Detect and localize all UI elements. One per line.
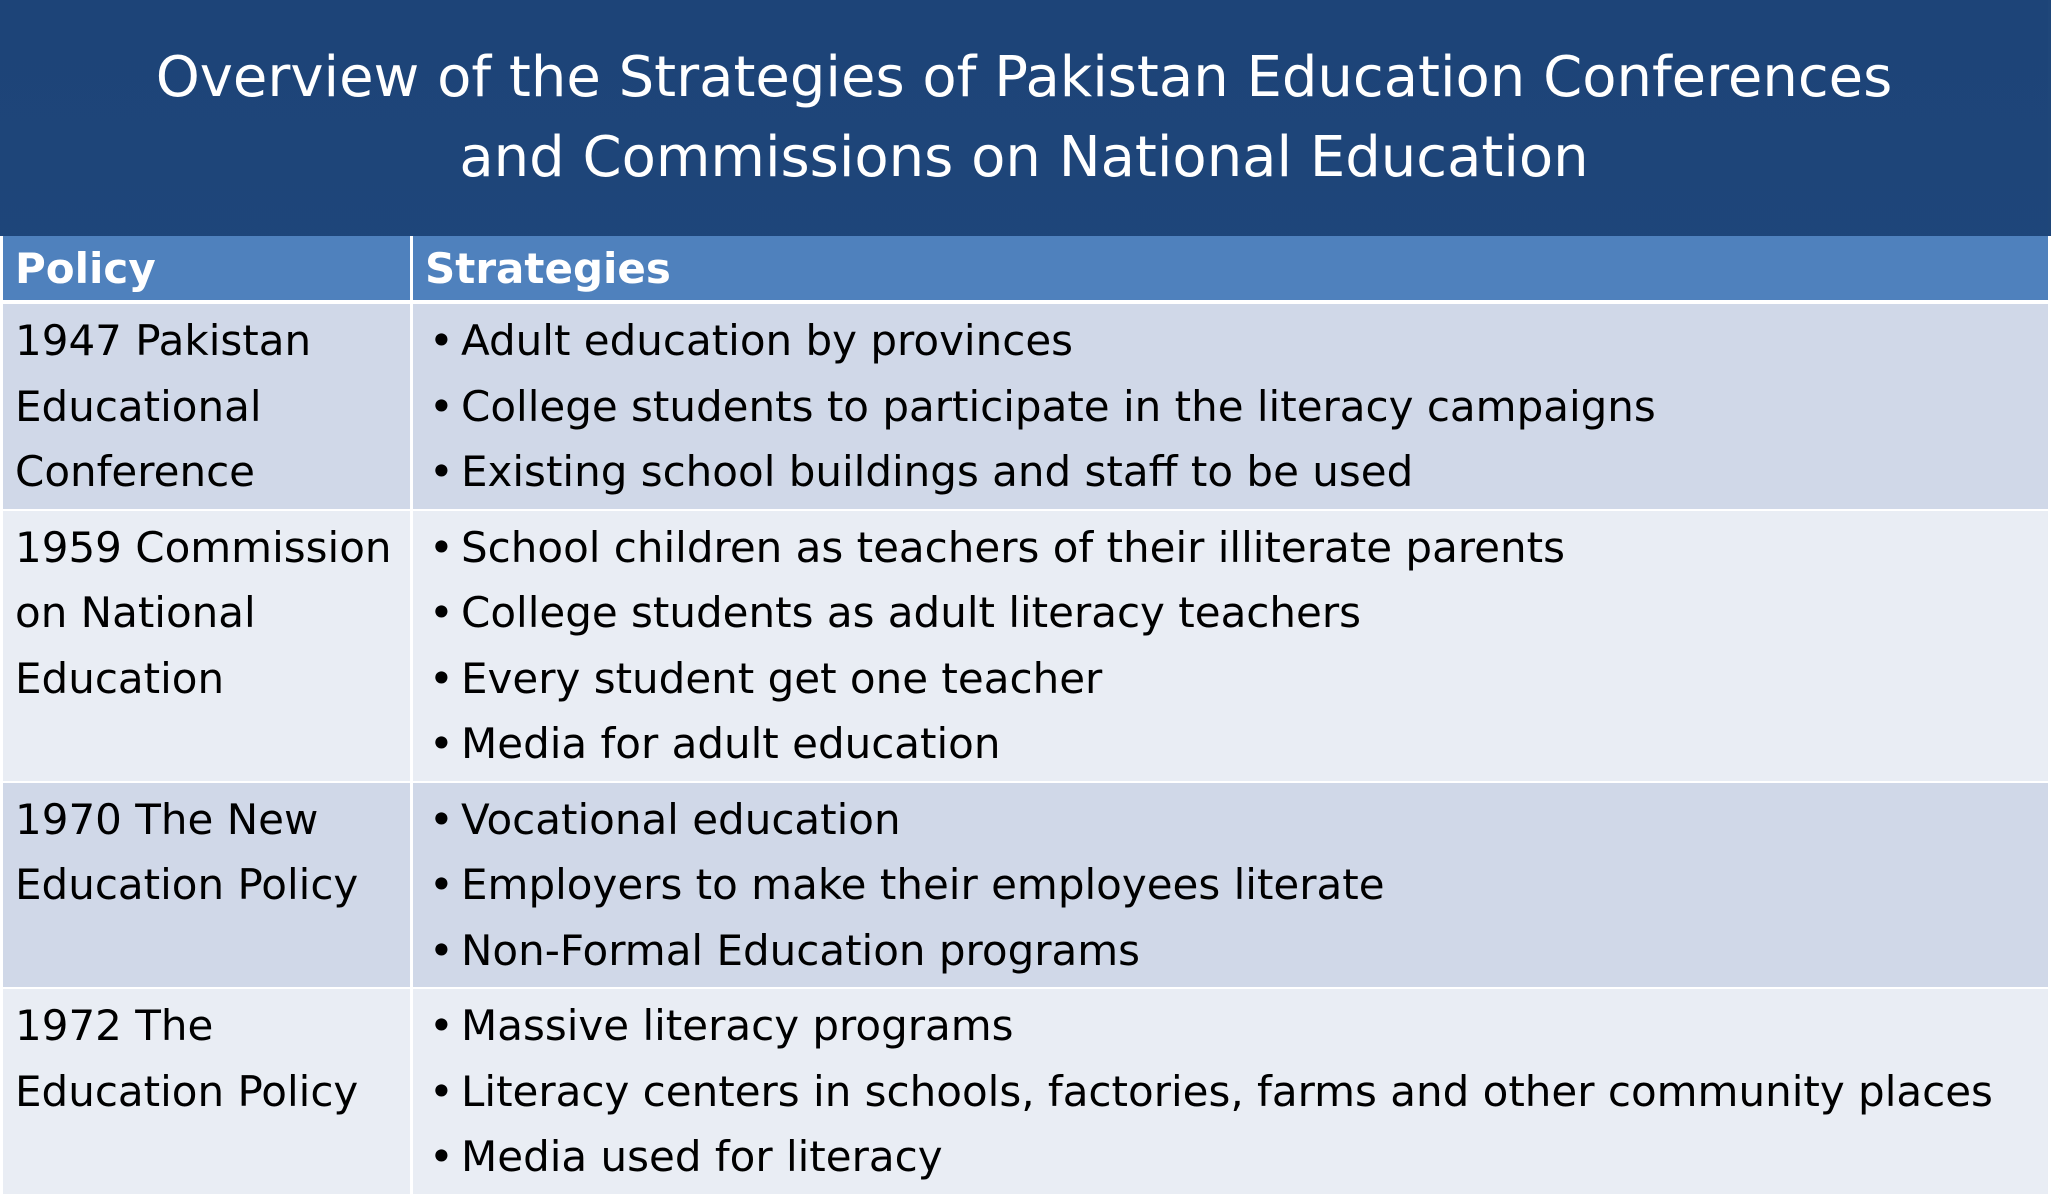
header-policy: Policy <box>2 236 412 302</box>
strategy-item: • Media used for literacy <box>425 1124 2048 1190</box>
policy-cell <box>2 510 412 782</box>
table-row <box>2 510 2050 782</box>
strategy-list <box>425 308 2048 505</box>
strategies-cell <box>412 302 2050 510</box>
strategies-cell <box>412 988 2050 1194</box>
policy-name: 1947 Pakistan Educational Conference <box>15 316 312 496</box>
strategies-cell <box>412 510 2050 782</box>
strategy-item: • College students as adult literacy teachers <box>425 580 2048 646</box>
strategy-item: • Existing school buildings and staff to be used <box>425 439 2048 505</box>
table-header-row <box>2 236 2050 302</box>
table-row <box>2 302 2050 510</box>
strategy-item: • Adult education by provinces <box>425 308 2048 374</box>
policy-cell <box>2 988 412 1194</box>
policy-name: 1970 The New Education Policy <box>15 794 359 909</box>
strategy-item: • College students to participate in the literacy campaigns <box>425 374 2048 440</box>
policy-cell <box>2 782 412 989</box>
policy-name: 1959 Commission on National Education <box>15 522 392 703</box>
slide-title-line-1: Overview of the Strategies of Pakistan Education Conferences <box>155 45 1893 110</box>
table-row <box>2 782 2050 989</box>
strategy-item: • Vocational education <box>425 787 2048 853</box>
strategy-item: • Non-Formal Education programs <box>425 918 2048 984</box>
strategy-list <box>425 993 2048 1190</box>
strategy-list <box>425 787 2048 984</box>
strategy-item: • Massive literacy programs <box>425 993 2048 1059</box>
strategy-item: • Every student get one teacher <box>425 646 2048 712</box>
header-strategies: Strategies <box>412 236 2050 302</box>
strategy-list <box>425 515 2048 777</box>
policy-cell <box>2 302 412 510</box>
strategies-cell <box>412 782 2050 989</box>
strategy-item: • Employers to make their employees literate <box>425 852 2048 918</box>
title-band <box>0 0 2048 236</box>
slide-title-line-2: and Commissions on National Education <box>459 125 1589 190</box>
strategies-table-container <box>0 236 2048 1181</box>
table-row <box>2 988 2050 1194</box>
strategy-item: • Media for adult education <box>425 711 2048 777</box>
strategy-item: • School children as teachers of their illiterate parents <box>425 515 2048 581</box>
strategies-table <box>0 236 2051 1194</box>
strategy-item: • Literacy centers in schools, factories, farms and other community places <box>425 1059 2048 1125</box>
policy-name: 1972 The Education Policy <box>15 1001 359 1116</box>
